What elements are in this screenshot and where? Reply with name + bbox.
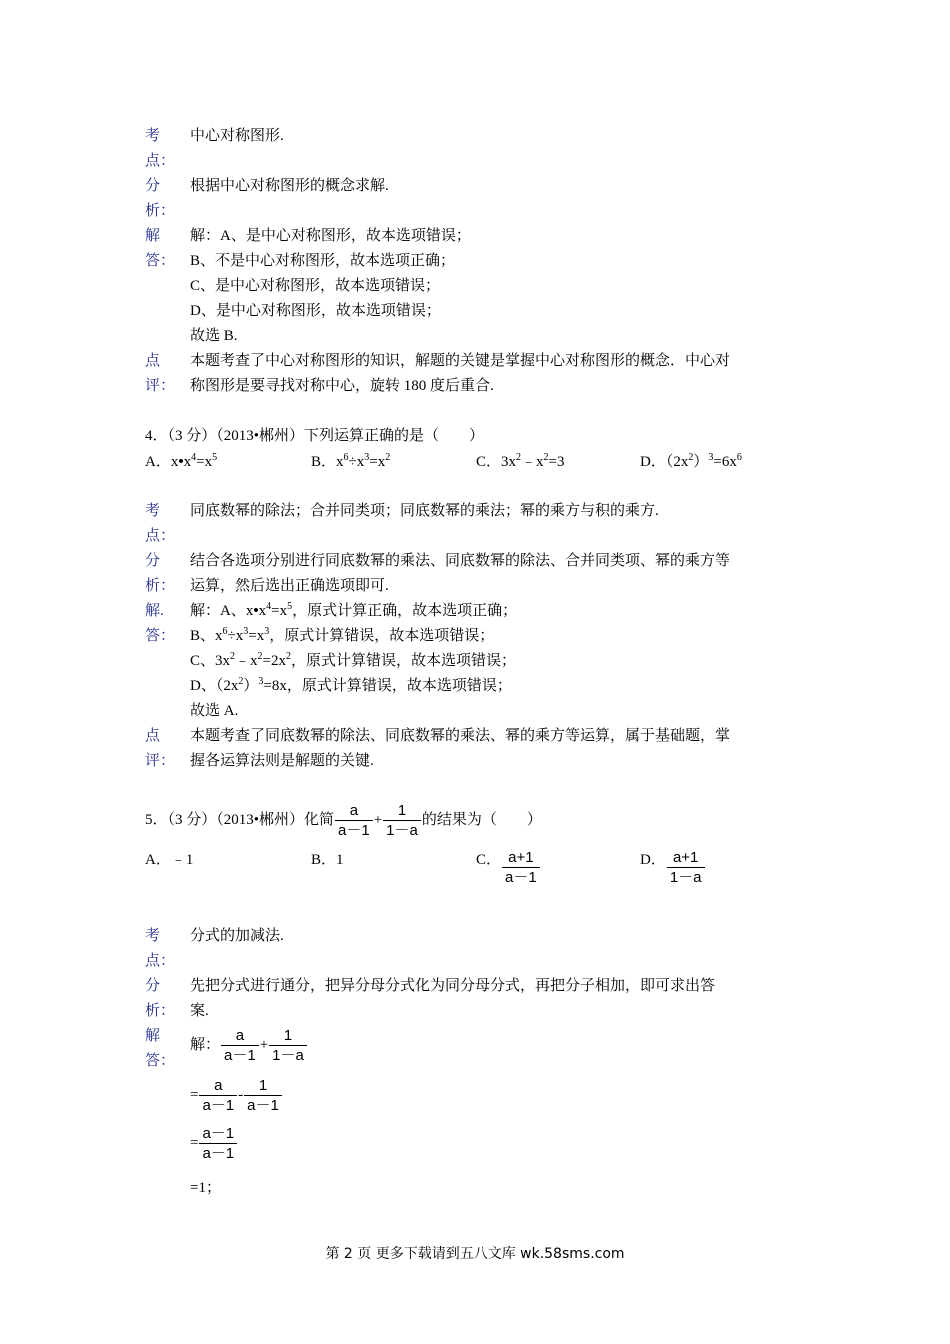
page-footer: 第 2 页 更多下载请到五八文库 wk.58sms.com (325, 1246, 625, 1262)
q3-jieda-line: 解：A、是中心对称图形，故本选项错误； (190, 228, 471, 244)
q4-stem: 4．（3 分）（2013•郴州）下列运算正确的是（ ） (145, 428, 485, 444)
q4-dianping-line: 握各运算法则是解题的关键. (190, 753, 374, 769)
label-xi: 析： (145, 578, 176, 594)
q3-dianping-line: 称图形是要寻找对称中心，旋转 180 度后重合. (190, 378, 494, 394)
label-da: 答： (145, 253, 176, 269)
q5-option-c[interactable]: C． $\frac{a+1}{a-1}$ (476, 848, 541, 887)
q4-jieda-end: 故选 A. (190, 703, 239, 719)
q3-jieda-line: B、不是中心对称图形，故本选项正确； (190, 253, 456, 269)
label-jie: 解 (145, 228, 161, 244)
q3-jieda-line: C、是中心对称图形，故本选项错误； (190, 278, 441, 294)
fraction-1-over-1-minus-a: $\frac{1}{1-a}$ (383, 801, 421, 840)
label-jie: 解. (145, 603, 164, 619)
q3-kaodian: 中心对称图形. (190, 128, 284, 144)
q5-final: =1； (190, 1180, 221, 1196)
q3-jieda-line: D、是中心对称图形，故本选项错误； (190, 303, 441, 319)
q4-fenxi-line: 结合各选项分别进行同底数幂的乘法、同底数幂的除法、合并同类项、幂的乘方等 (190, 553, 731, 569)
q5-option-d[interactable]: D． $\frac{a+1}{1-a}$ (640, 848, 706, 887)
label-fen: 分 (145, 178, 161, 194)
q5-step-1: 解： $\frac{a}{a-1}$ + $\frac{1}{1-a}$ (190, 1026, 308, 1065)
q4-option-a[interactable]: A．$x•x^4=x^5$ (145, 452, 218, 470)
q5-step-3: = $\frac{a-1}{a-1}$ (190, 1124, 238, 1163)
q5-option-a[interactable]: A．﹣1 (145, 852, 194, 868)
q3-jieda-line: 故选 B. (190, 328, 238, 344)
label-kao: 考 (145, 503, 161, 519)
label-ping: 评： (145, 378, 176, 394)
q4-fenxi-line: 运算，然后选出正确选项即可. (190, 578, 389, 594)
q5-option-b[interactable]: B．1 (311, 852, 344, 868)
label-dian-comment: 点 (145, 728, 161, 744)
q4-dianping-line: 本题考查了同底数幂的除法、同底数幂的乘法、幂的乘方等运算，属于基础题，掌 (190, 728, 731, 744)
q4-jieda-d: D、$(2x^2)^3=8x$，原式计算错误，故本选项错误； (190, 676, 512, 694)
q5-kaodian: 分式的加减法. (190, 928, 284, 944)
q5-step-2: = $\frac{a}{a-1}$ - $\frac{1}{a-1}$ (190, 1076, 283, 1115)
q4-kaodian: 同底数幂的除法；合并同类项；同底数幂的乘法；幂的乘方与积的乘方. (190, 503, 659, 519)
label-dian: 点： (145, 953, 176, 969)
q5-stem: 5．（3 分）（2013•郴州）化简 $\frac{a}{a-1}$ + $\frac{1}{1-a}$ 的结果为（ ） (145, 802, 542, 840)
q4-jieda-c: C、$3x^2﹣x^2=2x^2$，原式计算错误，故本选项错误； (190, 651, 517, 669)
q3-dianping-line: 本题考查了中心对称图形的知识，解题的关键是掌握中心对称图形的概念．中心对 (190, 353, 731, 369)
label-dian: 点： (145, 153, 176, 169)
q5-fenxi-line: 先把分式进行通分，把异分母分式化为同分母分式，再把分子相加，即可求出答 (190, 978, 716, 994)
q4-option-b[interactable]: B．$x^6\div x^3=x^2$ (311, 452, 391, 470)
q4-option-c[interactable]: C．$3x^2﹣x^2=3$ (476, 452, 565, 470)
label-dian: 点： (145, 528, 176, 544)
label-ping: 评： (145, 753, 176, 769)
q4-jieda-a: 解：A、$x•x^4=x^5$，原式计算正确，故本选项正确； (190, 601, 518, 619)
label-xi: 析： (145, 203, 176, 219)
fraction-a-over-a-minus-1: $\frac{a}{a-1}$ (335, 801, 373, 840)
label-kao: 考 (145, 128, 161, 144)
label-kao: 考 (145, 928, 161, 944)
q4-option-d[interactable]: D．$(2x^2)^3=6x^6$ (640, 452, 742, 470)
label-da: 答： (145, 1053, 176, 1069)
label-xi: 析： (145, 1003, 176, 1019)
q4-jieda-b: B、$x^6\div x^3=x^3$，原式计算错误，故本选项错误； (190, 626, 495, 644)
q5-fenxi-line: 案. (190, 1003, 209, 1019)
label-da: 答： (145, 628, 176, 644)
q3-fenxi: 根据中心对称图形的概念求解. (190, 178, 389, 194)
label-fen: 分 (145, 553, 161, 569)
label-dian-comment: 点 (145, 353, 161, 369)
label-jie: 解 (145, 1028, 161, 1044)
label-fen: 分 (145, 978, 161, 994)
